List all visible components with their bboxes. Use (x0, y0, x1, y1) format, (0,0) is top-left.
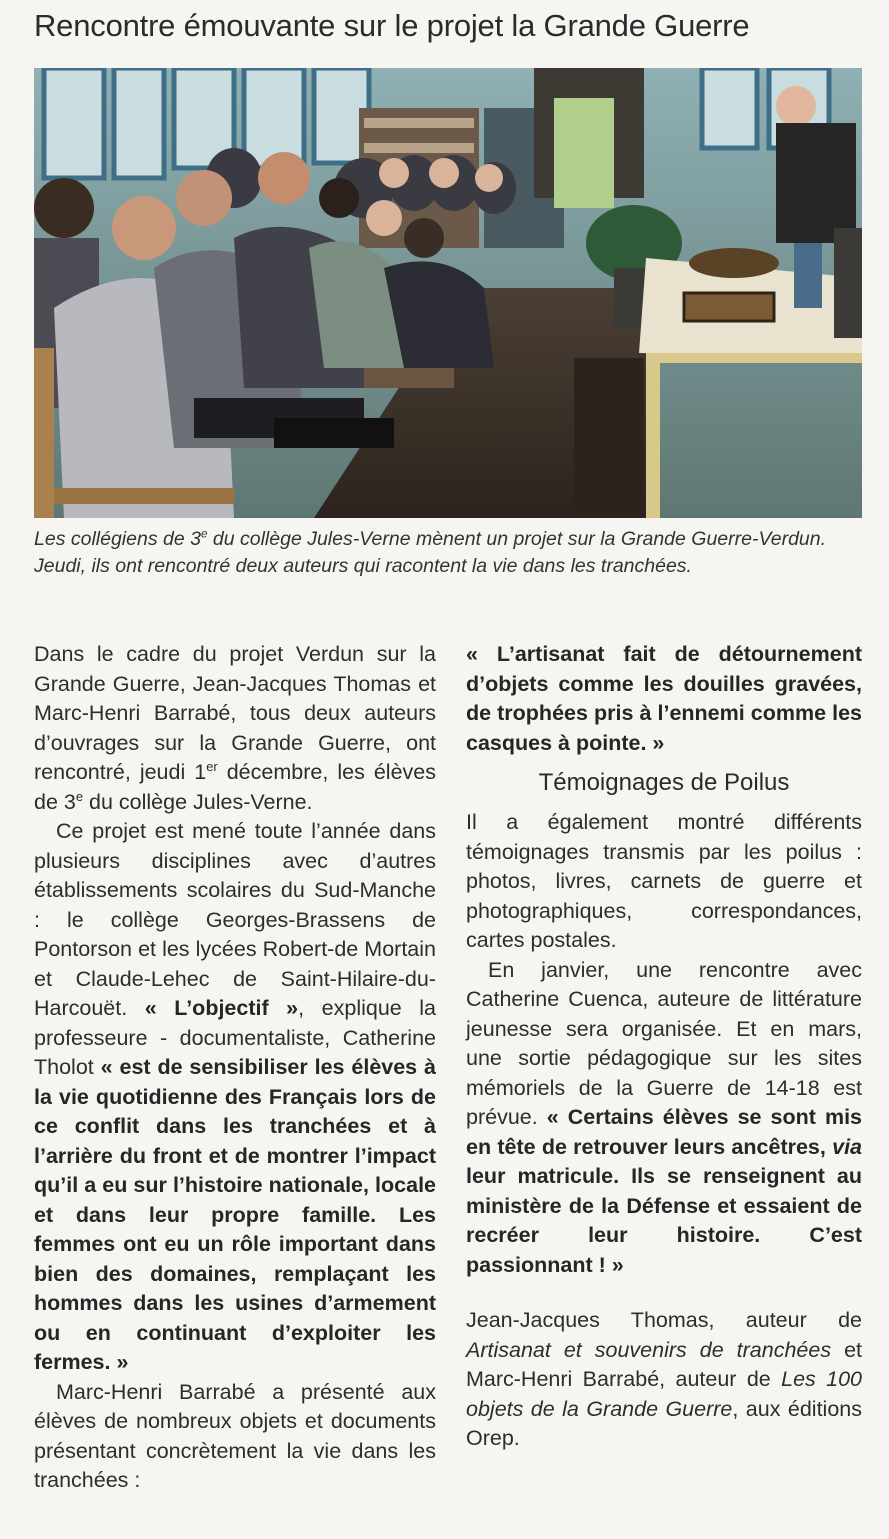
p1-text-a: Dans le cadre du projet Verdun sur la Grande Guerre, Jean-Jacques Thomas et Marc-Henri Barrabé, tous deux auteurs d’ouvrages sur la Grande Guerre, ont rencontré, jeudi 1 (34, 642, 436, 784)
headline: Rencontre émouvante sur le projet la Grande Guerre (34, 8, 750, 43)
paragraph-barrabe (34, 1378, 436, 1496)
credit-book-1: Artisanat et souvenirs de tranchées (466, 1337, 832, 1362)
classroom-photo (34, 68, 862, 518)
p1-sup-e: e (75, 788, 84, 804)
caption-text-a: Les collégiens de 3 (34, 528, 201, 550)
p1-text-c: du collège Jules-Verne. (83, 789, 313, 814)
photo-caption (34, 526, 862, 580)
p3-quote-artisanat: « L’artisanat fait de détournement d’objets comme les douilles gravées, de trophées pris à l’ennemi comme les casques à pointe. » (466, 642, 862, 755)
credit-text-c: , aux éditions Orep. (466, 1396, 862, 1450)
credit-text-b: et Marc-Henri Barrabé, auteur de (466, 1337, 862, 1391)
p5-text-a: En janvier, une rencontre avec Catherine Cuenca, auteure de littérature jeunesse sera organisée. Et en mars, une sortie pédagogique sur les sites mémoriels de la Guerre de 14-18 est prévue. (466, 957, 862, 1129)
paragraph-january (466, 956, 862, 1281)
p1-text-b: décembre, les élèves de 3 (34, 760, 436, 814)
p2-text-b: , explique la professeure - documentaliste, Catherine Tholot (34, 996, 437, 1079)
p2-quote-tholot: « est de sensibiliser les élèves à la vie quotidienne des Français lors de ce conflit dans les tranchées et à l’arrière du front et de montrer l’impact qu’il a eu sur l’histoire nationale, locale et dans leur propre famille. Les femmes ont eu un rôle important dans bien des domaines, remplaçant les hommes dans les usines d’armement ou en continuant d’exploiter les fermes. » (34, 1055, 436, 1374)
paragraph-project (34, 817, 436, 1378)
caption-text-b: du collège Jules-Verne mènent un projet sur la Grande Guerre-Verdun. Jeudi, ils ont rencontré deux auteurs qui racontent la vie dans les tranchées. (34, 528, 827, 577)
p2-quote-objectif: « L’objectif » (144, 996, 299, 1020)
p3-text-a: Marc-Henri Barrabé a présenté aux élèves de nombreux objets et documents présentant concrètement la vie dans les tranchées : (34, 1379, 436, 1492)
author-credit (466, 1306, 862, 1454)
paragraph-barrabe-cont (466, 640, 862, 758)
p2-text-a: Ce projet est mené toute l’année dans plusieurs disciplines avec d’autres établissements scolaires du Sud-Manche : le collège Georges-Brassens de Pontorson et les lycées Robert-de Mortain et Claude-Lehec de Saint-Hilaire-du-Harcouët. (34, 819, 436, 1020)
paragraph-temoignages: Il a également montré différents témoignages transmis par les poilus : photos, livres, carnets de guerre et photographiques, correspondances, cartes postales. (466, 810, 862, 952)
paragraph-intro (34, 640, 436, 817)
caption-sup: e (200, 527, 208, 541)
credit-text-a: Jean-Jacques Thomas, auteur de (466, 1308, 862, 1332)
article-column-left (34, 640, 436, 1496)
p5-quote-a: « Certains élèves se sont mis en tête de retrouver leurs ancêtres, (466, 1105, 862, 1159)
p5-quote-b: leur matricule. Ils se renseignent au ministère de la Défense et essaient de recréer leur histoire. C’est passionnant ! » (466, 1164, 862, 1277)
subheading: Témoignages de Poilus (538, 769, 790, 796)
article-column-right (466, 640, 862, 1454)
photo-illustration (34, 68, 862, 518)
credit-book-2: Les 100 objets de la Grande Guerre (466, 1367, 863, 1421)
p1-sup-er: er (206, 758, 218, 774)
p5-quote-via: via (832, 1134, 862, 1159)
